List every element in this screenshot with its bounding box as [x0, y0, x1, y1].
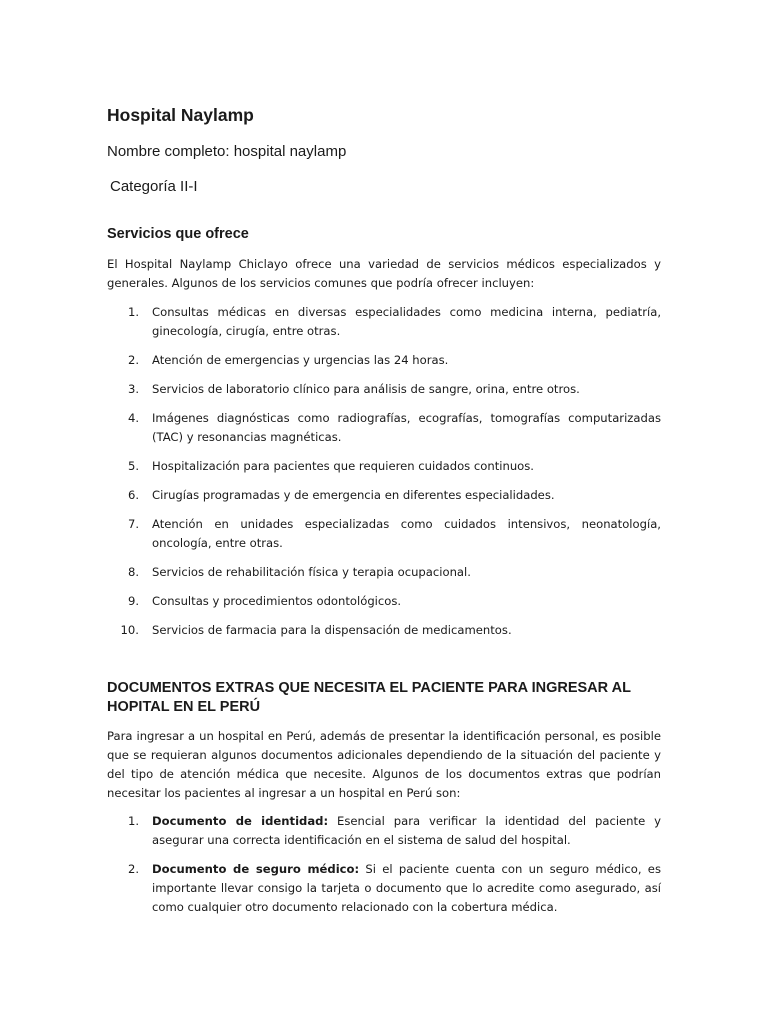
- list-item-number: 6.: [127, 488, 139, 502]
- list-item-number: 2.: [127, 862, 139, 876]
- services-intro: El Hospital Naylamp Chiclayo ofrece una variedad de servicios médicos especializados y generales. Algunos de los servicios comunes que podría ofrecer incluyen:: [107, 257, 661, 290]
- list-item: [107, 592, 661, 611]
- list-item-number: 7.: [127, 517, 139, 531]
- list-item: [107, 409, 661, 447]
- list-item-text: Atención de emergencias y urgencias las 24 horas.: [152, 353, 449, 367]
- list-item-number: 8.: [127, 565, 139, 579]
- services-list: [107, 303, 661, 650]
- list-item-number: 3.: [127, 382, 139, 396]
- list-item: [107, 515, 661, 553]
- list-item-text: Esencial para verificar la identidad del paciente y asegurar una correcta identificación en el sistema de salud del hospital.: [152, 814, 661, 847]
- list-item-text: Servicios de farmacia para la dispensación de medicamentos.: [152, 623, 512, 637]
- list-item: [107, 860, 661, 917]
- list-item: [107, 303, 661, 341]
- list-item-text: Si el paciente cuenta con un seguro médico, es importante llevar consigo la tarjeta o documento que lo acredite como asegurado, así como cualquier otro documento relacionado con la cobertura médica.: [152, 862, 661, 914]
- list-item-number: 1.: [127, 305, 139, 319]
- list-item-number: 10.: [120, 623, 139, 637]
- list-item: [107, 351, 661, 370]
- page-title: Hospital Naylamp: [107, 105, 254, 125]
- list-item-text: Servicios de laboratorio clínico para análisis de sangre, orina, entre otros.: [152, 382, 580, 396]
- list-item-number: 1.: [127, 814, 139, 828]
- documents-list: [107, 812, 661, 927]
- list-item: [107, 812, 661, 850]
- list-item: [107, 621, 661, 640]
- list-item-text: Consultas y procedimientos odontológicos.: [152, 594, 402, 608]
- list-item: [107, 486, 661, 505]
- list-item-text: Hospitalización para pacientes que requieren cuidados continuos.: [152, 459, 534, 473]
- list-item-text: Consultas médicas en diversas especialidades como medicina interna, pediatría, ginecología, cirugía, entre otras.: [152, 305, 661, 338]
- list-item: [107, 457, 661, 476]
- category-line: Categoría II-I: [110, 178, 198, 195]
- list-item-text: Servicios de rehabilitación física y terapia ocupacional.: [152, 565, 471, 579]
- list-item-text: Cirugías programadas y de emergencia en diferentes especialidades.: [152, 488, 555, 502]
- list-item-number: 5.: [127, 459, 139, 473]
- list-item-number: 4.: [127, 411, 139, 425]
- list-item-text: Imágenes diagnósticas como radiografías, ecografías, tomografías computarizadas (TAC) y resonancias magnéticas.: [152, 411, 661, 444]
- list-item-label: Documento de identidad:: [152, 814, 329, 828]
- list-item-number: 9.: [127, 594, 139, 608]
- full-name-line: Nombre completo: hospital naylamp: [107, 143, 347, 160]
- documents-intro: Para ingresar a un hospital en Perú, además de presentar la identificación personal, es posible que se requieran algunos documentos adicionales dependiendo de la situación del paciente y del tipo de atención médica que necesite. Algunos de los documentos extras que podrían necesitar los pacientes al ingresar a un hospital en Perú son:: [107, 729, 661, 800]
- list-item-label: Documento de seguro médico:: [152, 862, 360, 876]
- list-item: [107, 380, 661, 399]
- list-item: [107, 563, 661, 582]
- list-item-text: Atención en unidades especializadas como cuidados intensivos, neonatología, oncología, entre otras.: [152, 517, 661, 550]
- documents-heading: DOCUMENTOS EXTRAS QUE NECESITA EL PACIENTE PARA INGRESAR AL HOPITAL EN EL PERÚ: [107, 680, 631, 715]
- services-heading: Servicios que ofrece: [107, 226, 249, 242]
- list-item-number: 2.: [127, 353, 139, 367]
